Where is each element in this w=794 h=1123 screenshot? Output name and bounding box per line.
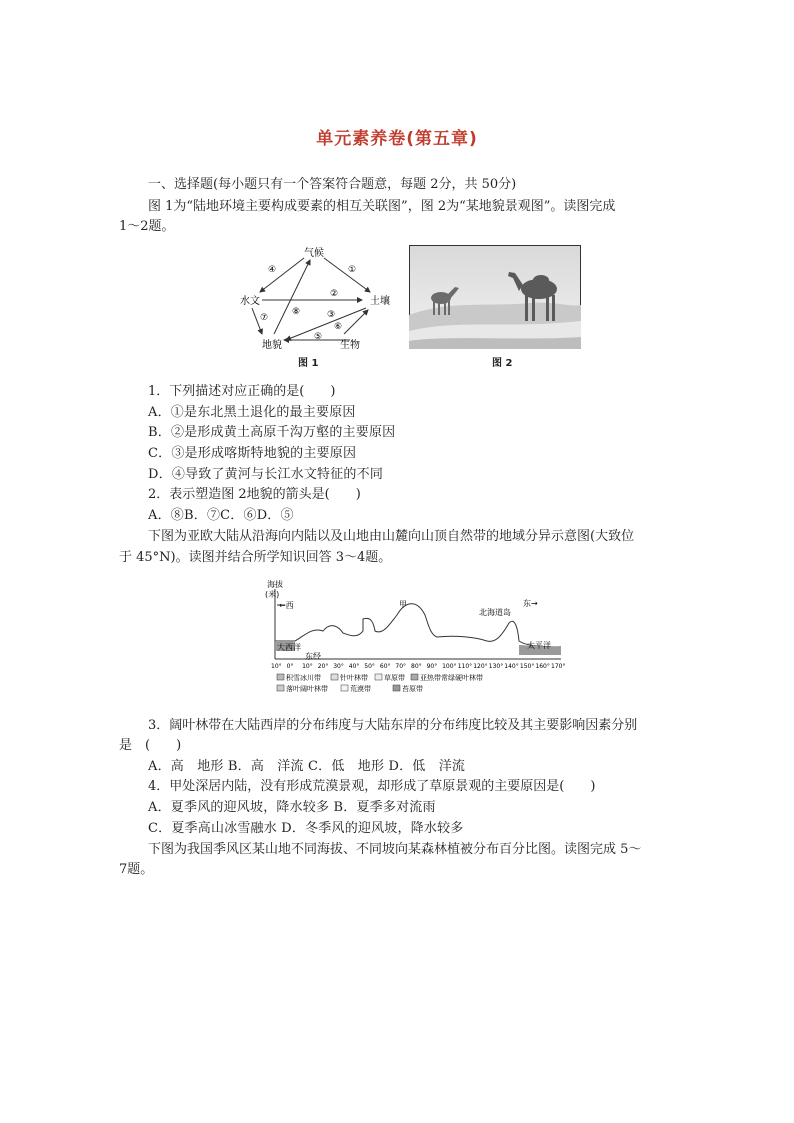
x-tick-label: 0°	[286, 663, 294, 670]
x-tick-label: 120°	[473, 663, 488, 670]
label-hokkaido: 北海道岛	[479, 608, 511, 617]
x-tick-label: 110°	[457, 663, 473, 670]
legend-item: 落叶阔叶林带	[286, 685, 328, 693]
intro-2-line-1: 下图为亚欧大陆从沿海向内陆以及山地由山麓向山顶自然带的地域分异示意图(大致位	[148, 529, 635, 544]
node-biology: 生物	[340, 340, 360, 351]
q4-options-ab: A．夏季风的迎风坡，降水较多 B．夏季多对流雨	[148, 800, 436, 815]
legend-item: 积雪冰川带	[286, 674, 321, 682]
label-meridian: 东经	[305, 652, 321, 661]
legend-item: 苔原带	[402, 685, 423, 693]
y-label-unit: (米)	[265, 590, 280, 599]
q4-stem: 4．甲处深居内陆，没有形成荒漠景观，却形成了草原景观的主要原因是( )	[148, 779, 596, 794]
arrow-label-1: ①	[348, 265, 357, 275]
node-hydrology: 水文	[240, 296, 260, 307]
x-tick-label: 60°	[379, 663, 391, 670]
intro-2-line-2: 于 45°N)。读图并结合所学知识回答 3～4题。	[119, 550, 392, 565]
q3-options: A．高 地形 B．高 洋流 C．低 地形 D．低 洋流	[148, 759, 466, 774]
q4-options-cd: C．夏季高山冰雪融水 D．冬季风的迎风坡，降水较多	[148, 821, 464, 836]
x-tick-label: 140°	[504, 663, 519, 670]
arrow-label-6: ⑥	[334, 322, 343, 332]
q1-option-b: B．②是形成黄土高原千沟万壑的主要原因	[148, 425, 396, 440]
legend-item: 亚热带常绿硬叶林带	[420, 674, 483, 682]
node-landform: 地貌	[262, 340, 282, 351]
y-label-elevation: 海拔	[267, 580, 283, 589]
x-tick-label: 90°	[426, 663, 438, 670]
node-climate: 气候	[304, 248, 324, 259]
intro-1-line-1: 图 1为“陆地环境主要构成要素的相互关联图”，图 2为“某地貌景观图”。读图完成	[148, 199, 616, 214]
label-atlantic: 大西洋	[277, 643, 301, 652]
node-soil: 土壤	[370, 296, 390, 307]
x-tick-label: 150°	[519, 663, 535, 670]
x-tick-label: 160°	[535, 663, 550, 670]
x-tick-label: 10°	[271, 663, 282, 670]
x-tick-label: 50°	[364, 663, 375, 670]
q1-option-d: D．④导致了黄河与长江水文特征的不同	[148, 467, 384, 482]
x-tick-label: 20°	[317, 663, 329, 670]
section-heading: 一、选择题(每小题只有一个答案符合题意，每题 2分，共 50分)	[148, 177, 517, 192]
intro-1-line-2: 1～2题。	[119, 219, 175, 234]
intro-3-line-2: 7题。	[119, 862, 154, 877]
figure-2-photo	[409, 245, 581, 349]
x-tick-label: 170°	[551, 663, 565, 670]
intro-3-line-1: 下图为我国季风区某山地不同海拔、不同坡向某森林植被分布百分比图。读图完成 5～	[148, 842, 642, 857]
arrow-label-8: ⑧	[292, 307, 301, 317]
legend	[277, 673, 483, 693]
x-tick-label: 10°	[302, 663, 313, 670]
q2-options: A．⑧B．⑦C．⑥D．⑤	[148, 508, 294, 523]
arrow-label-3: ③	[327, 310, 336, 320]
arrow-label-2: ②	[330, 289, 339, 299]
x-tick-label: 80°	[411, 663, 422, 670]
q3-line-2: 是 ( )	[119, 738, 182, 753]
arrow-label-7: ⑦	[260, 313, 269, 323]
arrow-label-5: ⑤	[314, 332, 323, 342]
figure-1-caption: 图 1	[298, 358, 319, 369]
q1-option-c: C．③是形成喀斯特地貌的主要原因	[148, 446, 357, 461]
q3-line-1: 3．阔叶林带在大陆西岸的分布纬度与大陆东岸的分布纬度比较及其主要影响因素分别	[148, 718, 638, 733]
natural-zone-profile-diagram	[265, 575, 565, 700]
label-east: 东→	[523, 599, 538, 608]
figure-1-diagram	[232, 244, 402, 352]
label-pacific: 太平洋	[527, 641, 551, 650]
x-tick-label: 40°	[348, 663, 360, 670]
arrow-label-4: ④	[268, 265, 277, 275]
x-axis-ticks	[271, 663, 565, 670]
x-tick-label: 130°	[488, 663, 504, 670]
legend-item: 针叶林带	[340, 674, 368, 682]
q1-option-a: A．①是东北黑土退化的最主要原因	[148, 405, 356, 420]
x-tick-label: 70°	[395, 663, 407, 670]
x-tick-label: 30°	[333, 663, 344, 670]
label-west: ←西	[279, 601, 294, 610]
q2-stem: 2．表示塑造图 2地貌的箭头是( )	[148, 487, 361, 502]
figure-2-caption: 图 2	[492, 358, 513, 369]
label-jia: 甲	[399, 600, 407, 609]
legend-item: 草原带	[384, 674, 405, 682]
page-title: 单元素养卷(第五章)	[316, 129, 478, 149]
legend-item: 荒漠带	[350, 685, 371, 693]
q1-stem: 1．下列描述对应正确的是( )	[148, 384, 336, 399]
x-tick-label: 100°	[442, 663, 457, 670]
